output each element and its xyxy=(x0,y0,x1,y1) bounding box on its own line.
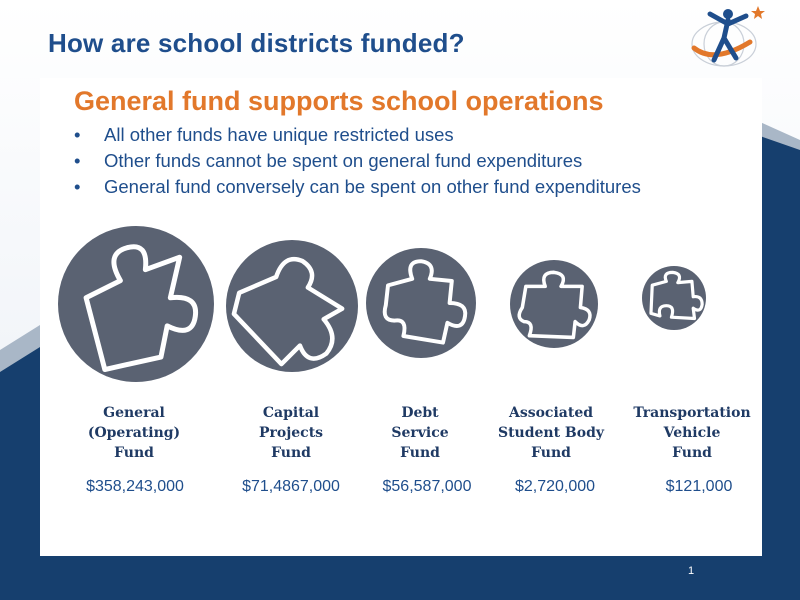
fund-label: Associated Student Body Fund xyxy=(497,405,605,461)
bullet-item: • General fund conversely can be spent on other fund expenditures xyxy=(74,176,641,197)
slide-title: How are school districts funded? xyxy=(48,28,465,58)
fund-amount: $56,587,000 xyxy=(382,478,472,495)
fund-amount: $2,720,000 xyxy=(514,478,596,495)
puzzle-piece-icon xyxy=(510,260,598,348)
puzzle-piece-icon xyxy=(366,248,476,358)
fund-label: Capital Projects Fund xyxy=(258,405,324,461)
bullet-list xyxy=(74,122,641,200)
bullet-item: • Other funds cannot be spent on general fund expenditures xyxy=(74,150,583,171)
bullet-item: • All other funds have unique restricted uses xyxy=(74,124,454,145)
fund-amount: $121,000 xyxy=(665,478,733,495)
fund-amount: $358,243,000 xyxy=(86,478,184,495)
bullet-text: All other funds have unique restricted uses xyxy=(104,124,454,145)
fund-amount: $71,4867,000 xyxy=(242,478,340,495)
puzzle-piece-icon xyxy=(226,240,358,372)
puzzle-piece-icon xyxy=(642,266,706,330)
bullet-text: Other funds cannot be spent on general fund expenditures xyxy=(104,150,583,171)
bullet-text: General fund conversely can be spent on other fund expenditures xyxy=(104,176,641,197)
puzzle-piece-icon xyxy=(58,226,214,382)
page-number: 1 xyxy=(688,565,695,577)
fund-label: General (Operating) Fund xyxy=(87,405,181,461)
fund-label: Transportation Vehicle Fund xyxy=(633,405,751,461)
content-panel xyxy=(40,78,762,556)
logo-figure-icon xyxy=(684,2,768,72)
fund-label: Debt Service Fund xyxy=(391,405,449,461)
section-heading: General fund supports school operations xyxy=(74,86,604,116)
